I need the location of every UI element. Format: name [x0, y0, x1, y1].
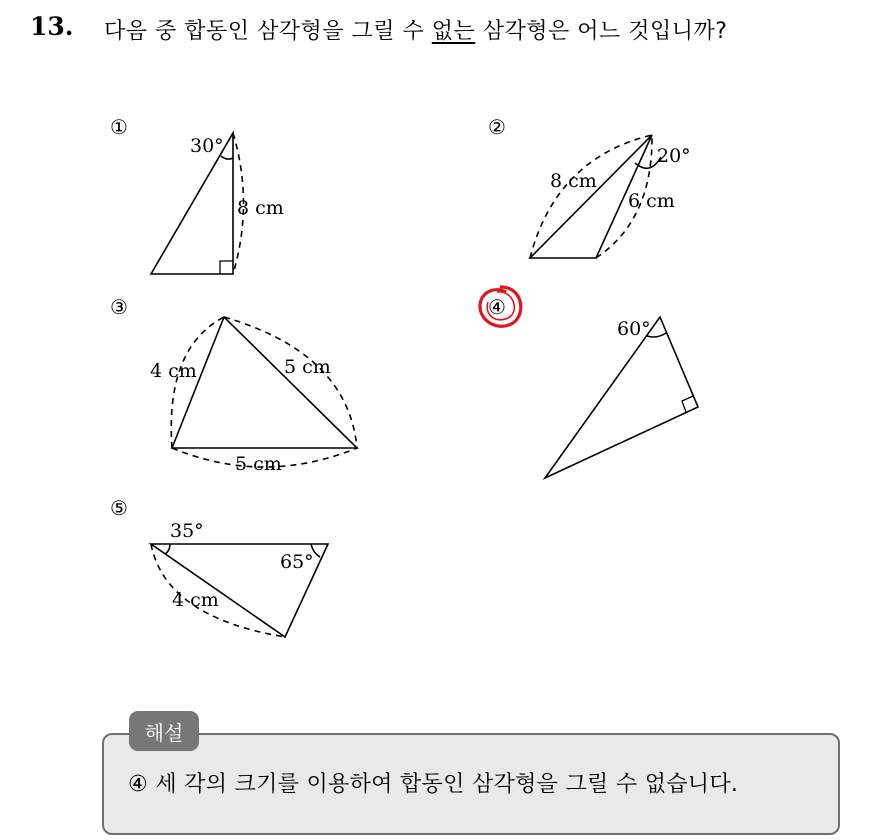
option-5-angle-label-left: 35° [170, 520, 204, 542]
option-4-marker: ④ [488, 295, 506, 319]
question-text-after: 삼각형은 어느 것입니까? [475, 19, 728, 44]
option-5-length-label: 4 cm [172, 589, 219, 611]
option-4-triangle [545, 317, 698, 478]
option-4-angle-label: 60° [617, 318, 651, 340]
question-text-before: 다음 중 합동인 삼각형을 그릴 수 [104, 19, 432, 44]
option-3-length-label-bottom: 5 cm [235, 453, 282, 475]
explanation-text: ④ 세 각의 크기를 이용하여 합동인 삼각형을 그릴 수 없습니다. [128, 772, 739, 797]
option-5-angle-label-right: 65° [280, 551, 314, 573]
question-number: 13. [30, 12, 74, 41]
option-4-figure [545, 317, 698, 478]
option-5-marker: ⑤ [110, 496, 128, 520]
option-3-figure [171, 317, 357, 467]
question-text-underlined: 없는 [431, 19, 476, 44]
explanation-tag: 해설 [129, 711, 199, 751]
option-3-triangle [172, 317, 357, 448]
option-1-right-angle-mark [220, 261, 233, 274]
option-2-length-label-1: 8 cm [550, 170, 597, 192]
option-3-length-label-left: 4 cm [150, 360, 197, 382]
option-3-length-label-right: 5 cm [284, 356, 331, 378]
option-1-marker: ① [110, 115, 128, 139]
option-3-marker: ③ [110, 295, 128, 319]
option-2-length-label-2: 6 cm [628, 190, 675, 212]
option-1-angle-label: 30° [190, 135, 224, 157]
option-5-left-angle-arc [165, 544, 170, 554]
option-2-marker: ② [488, 115, 506, 139]
option-2-angle-label: 20° [657, 145, 691, 167]
option-1-length-label: 8 cm [237, 197, 284, 219]
